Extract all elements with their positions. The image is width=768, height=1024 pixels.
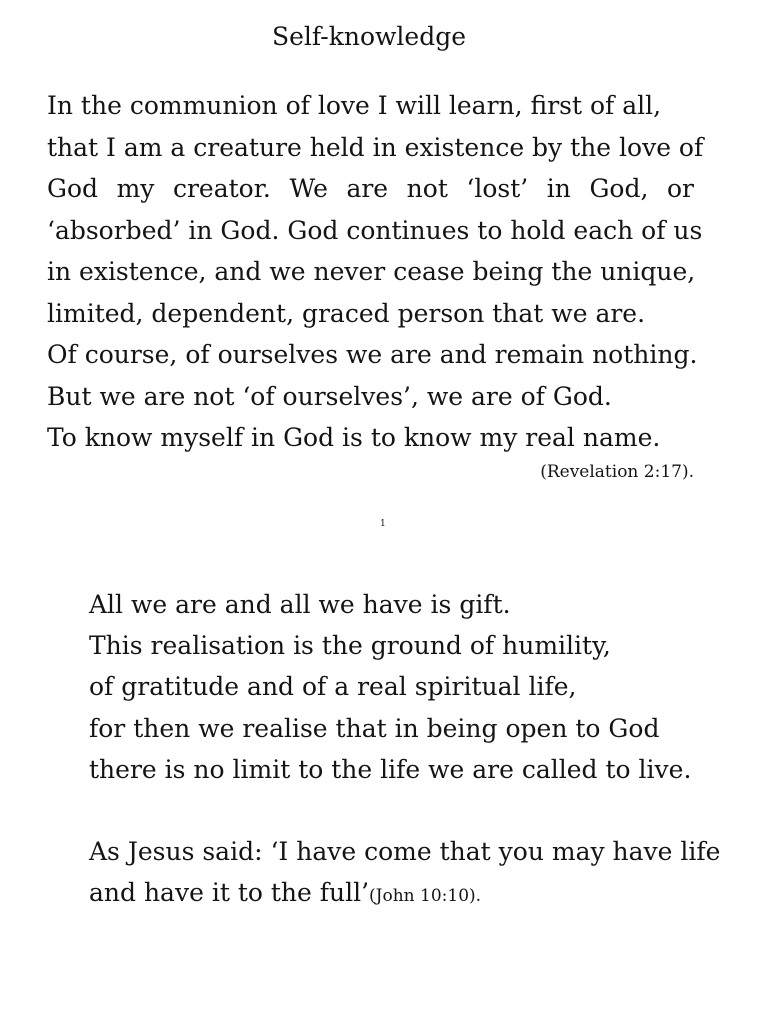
text-line: This realisation is the ground of humility, bbox=[89, 631, 611, 661]
text-line: God my creator. We are not ‘lost’ in God, or bbox=[47, 174, 694, 203]
paragraph-gap bbox=[89, 790, 729, 831]
text-line: in existence, and we never cease being the unique, bbox=[47, 257, 696, 286]
text-line: To know myself in God is to know my real name. bbox=[47, 423, 661, 452]
page-title: Self-knowledge bbox=[271, 22, 467, 51]
text-line: Of course, of ourselves we are and remain nothing. bbox=[47, 340, 698, 369]
text-line: limited, dependent, graced person that we are. bbox=[47, 298, 646, 328]
text-line: there is no limit to the life we are called to live. bbox=[89, 754, 692, 784]
text-line: ‘absorbed’ in God. God continues to hold each of us bbox=[47, 215, 703, 245]
quote-line: As Jesus said: ‘I have come that you may have life bbox=[89, 836, 721, 866]
text-line: All we are and all we have is gift. bbox=[89, 590, 511, 619]
opening-paragraph bbox=[47, 85, 707, 459]
quote-line bbox=[89, 872, 729, 913]
text-line: of gratitude and of a real spiritual life, bbox=[89, 672, 577, 702]
reflection-paragraph bbox=[89, 584, 729, 913]
text-line: But we are not ‘of ourselves’, we are of God. bbox=[47, 381, 612, 411]
text-line: that I am a creature held in existence by the love of bbox=[47, 132, 704, 162]
scripture-citation-inline: (John 10:10). bbox=[369, 886, 482, 907]
text-line: In the communion of love I will learn, first of all, bbox=[47, 91, 662, 120]
scripture-citation: (Revelation 2:17). bbox=[540, 462, 694, 482]
quote-text: and have it to the full’ bbox=[89, 878, 370, 908]
text-line: for then we realise that in being open to God bbox=[89, 713, 660, 743]
page-number: 1 bbox=[380, 519, 386, 529]
